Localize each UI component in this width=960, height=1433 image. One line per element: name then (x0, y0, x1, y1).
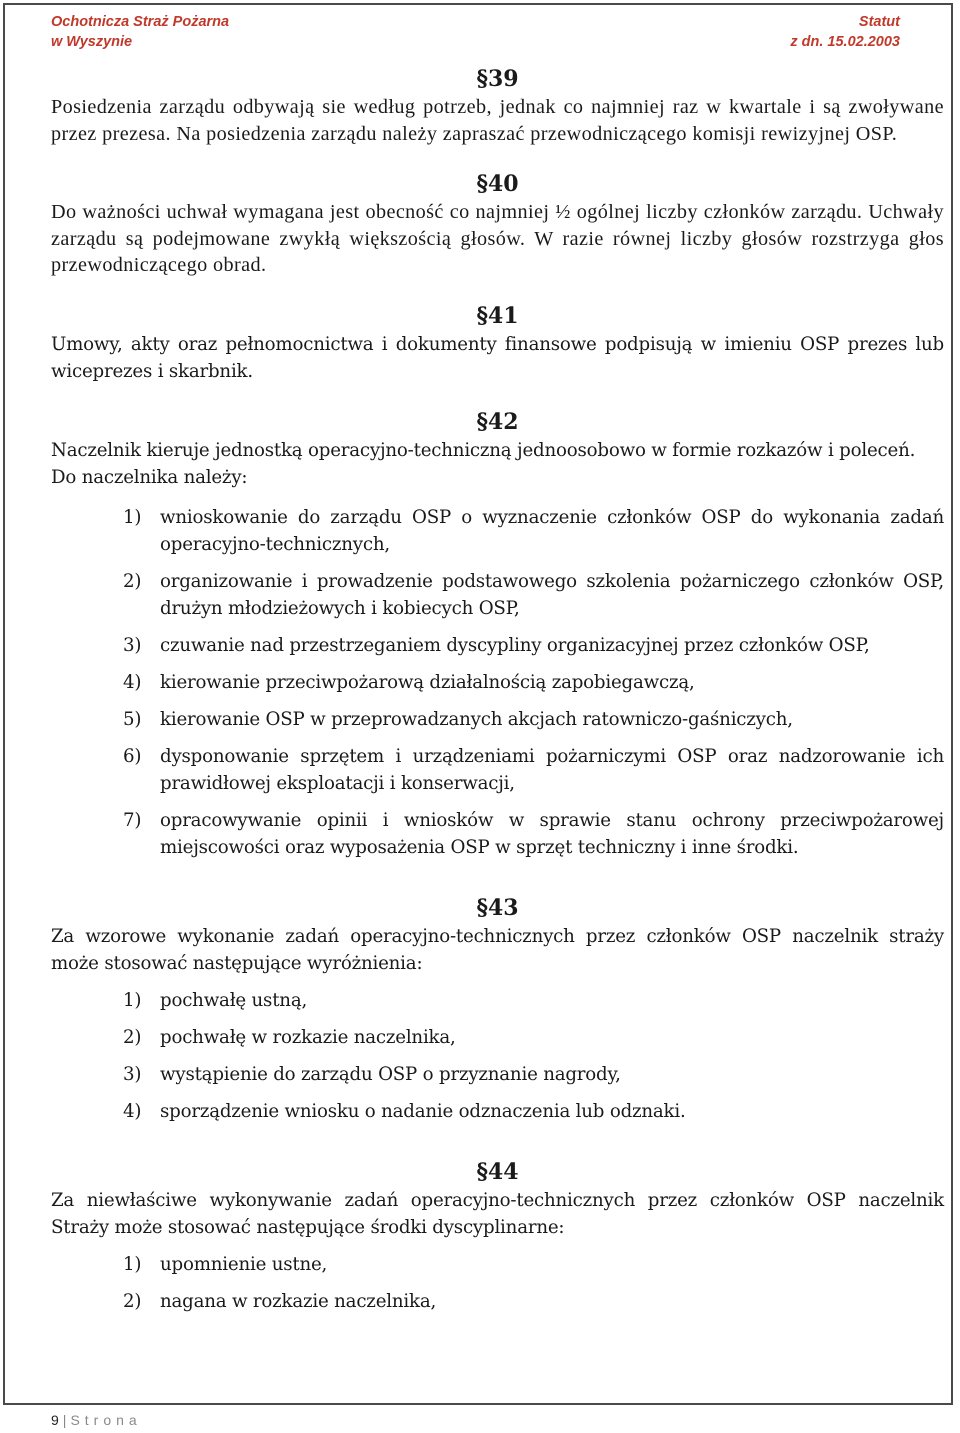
list-item (51, 669, 944, 696)
header-organization (51, 12, 229, 52)
list-item-number: 1) (123, 1253, 142, 1275)
list-item-number: 4) (123, 671, 142, 693)
section-43-text: Za wzorowe wykonanie zadań operacyjno-technicznych przez członków OSP naczelnik straży może stosować następujące wyróżnienia: (51, 925, 944, 974)
list-item (51, 632, 944, 659)
header-doc-line2: z dn. 15.02.2003 (790, 34, 900, 50)
list-item-number: 2) (123, 570, 142, 592)
list-item-number: 1) (123, 506, 142, 528)
list-item-number: 1) (123, 989, 142, 1011)
list-item-number: 5) (123, 708, 142, 730)
list-item-number: 6) (123, 745, 142, 767)
list-item (51, 568, 944, 622)
section-40-title: §40 (476, 171, 519, 197)
list-item (51, 1251, 944, 1278)
list-item-text: opracowywanie opinii i wniosków w sprawie stanu ochrony przeciwpożarowej miejscowości oraz wyposażenia OSP w sprzęt techniczny i inne środki. (160, 809, 944, 858)
document-body (51, 64, 944, 1315)
section-41-text: Umowy, akty oraz pełnomocnictwa i dokumenty finansowe podpisują w imieniu OSP prezes lub wiceprezes i skarbnik. (51, 333, 944, 382)
section-44-title: §44 (476, 1158, 519, 1185)
list-item (51, 504, 944, 558)
section-40-text-a: Do ważności uchwał wymagana jest obecność co najmniej ½ ogólnej liczby członków zarządu. Uchwały zarządu są podejmowane zwykłą większością głosów. (51, 201, 944, 250)
section-44-text: Za niewłaściwe wykonywanie zadań operacyjno-technicznych przez członków OSP naczelnik Straży może stosować następujące środki dyscyplinarne: (51, 1189, 944, 1238)
list-item (51, 987, 944, 1014)
header-document (760, 12, 900, 52)
list-item-text: czuwanie nad przestrzeganiem dyscypliny organizacyjnej przez członków OSP, (160, 634, 870, 656)
list-item-number: 2) (123, 1026, 142, 1048)
header-org-line1: Ochotnicza Straż Pożarna (51, 14, 230, 30)
list-item-text: upomnienie ustne, (160, 1253, 328, 1275)
list-item (51, 1288, 944, 1315)
section-42-list (51, 504, 944, 861)
footer-page-word: Strona (70, 1412, 142, 1428)
list-item-text: pochwałę ustną, (160, 989, 308, 1011)
section-40-text (51, 199, 944, 279)
section-43-list (51, 987, 944, 1125)
list-item (51, 743, 944, 797)
list-item-text: kierowanie przeciwpożarową działalnością zapobiegawczą, (160, 671, 695, 693)
list-item-text: pochwałę w rozkazie naczelnika, (160, 1026, 456, 1048)
list-item-number: 3) (123, 1063, 142, 1085)
list-item-text: kierowanie OSP w przeprowadzanych akcjach ratowniczo-gaśniczych, (160, 708, 793, 730)
section-43-title: §43 (476, 894, 519, 921)
section-41-title: §41 (476, 302, 519, 329)
footer-separator: | (62, 1412, 67, 1428)
list-item-number: 2) (123, 1290, 142, 1312)
page-footer (51, 1412, 142, 1428)
list-item-text: wystąpienie do zarządu OSP o przyznanie nagrody, (160, 1063, 621, 1085)
section-39-title: §39 (476, 66, 519, 92)
section-42-intro: Do naczelnika należy: (51, 466, 248, 488)
header-org-line2: w Wyszynie (51, 34, 133, 50)
list-item-number: 7) (123, 809, 142, 831)
list-item-text: sporządzenie wniosku o nadanie odznaczenia lub odznaki. (160, 1100, 686, 1122)
footer-page-number: 9 (51, 1412, 59, 1428)
list-item (51, 1098, 944, 1125)
section-39-text: Posiedzenia zarządu odbywają sie według potrzeb, jednak co najmniej raz w kwartale i są zwoływane przez prezesa. Na posiedzenia zarządu należy zapraszać przewodniczącego komisji rewizyjnej OSP. (51, 96, 944, 145)
section-44-list (51, 1251, 944, 1315)
section-40-text-b: W razie równej liczby głosów rozstrzyga głos przewodniczącego obrad. (51, 227, 944, 276)
list-item (51, 1061, 944, 1088)
list-item-text: nagana w rozkazie naczelnika, (160, 1290, 437, 1312)
list-item-number: 4) (123, 1100, 142, 1122)
list-item-text: dysponowanie sprzętem i urządzeniami pożarniczymi OSP oraz nadzorowanie ich prawidłowej eksploatacji i konserwacji, (160, 745, 944, 794)
list-item (51, 807, 944, 861)
list-item-number: 3) (123, 634, 142, 656)
list-item (51, 1024, 944, 1051)
list-item-text: wnioskowanie do zarządu OSP o wyznaczenie członków OSP do wykonania zadań operacyjno-technicznych, (160, 506, 944, 555)
section-42-text: Naczelnik kieruje jednostką operacyjno-techniczną jednoosobowo w formie rozkazów i poleceń. (51, 439, 916, 461)
list-item-text: organizowanie i prowadzenie podstawowego szkolenia pożarniczego członków OSP, drużyn młodzieżowych i kobiecych OSP, (160, 570, 944, 619)
header-doc-line1: Statut (858, 14, 900, 30)
list-item (51, 706, 944, 733)
section-42-title: §42 (476, 408, 519, 435)
